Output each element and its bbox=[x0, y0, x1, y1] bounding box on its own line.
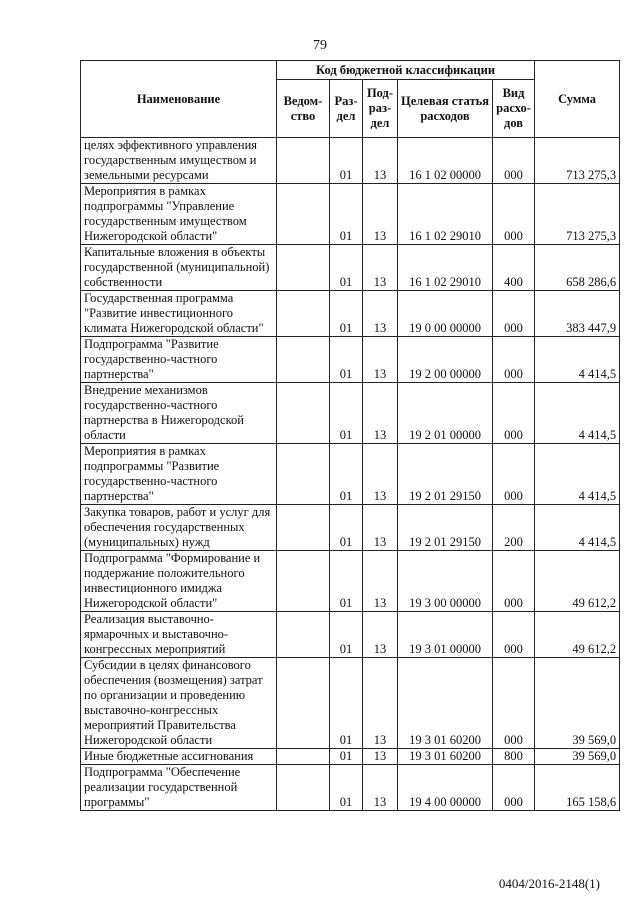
row-razdel-cell: 01 bbox=[330, 184, 363, 245]
row-target-cell: 19 2 01 29150 bbox=[398, 505, 493, 551]
row-name-cell: целях эффективного управления государственным имуществом и земельными ресурсами bbox=[81, 138, 277, 184]
row-razdel-cell: 01 bbox=[330, 444, 363, 505]
row-podrazdel-cell: 13 bbox=[363, 658, 398, 749]
row-razdel-cell: 01 bbox=[330, 658, 363, 749]
row-expense-type-cell: 000 bbox=[493, 444, 535, 505]
row-podrazdel-cell: 13 bbox=[363, 245, 398, 291]
row-sum-cell: 4 414,5 bbox=[535, 383, 620, 444]
row-sum-cell: 4 414,5 bbox=[535, 337, 620, 383]
row-sum-cell: 713 275,3 bbox=[535, 138, 620, 184]
row-sum-cell: 4 414,5 bbox=[535, 505, 620, 551]
row-expense-type-cell: 000 bbox=[493, 765, 535, 811]
table-row bbox=[81, 383, 620, 444]
row-podrazdel-cell: 13 bbox=[363, 383, 398, 444]
row-razdel-cell: 01 bbox=[330, 749, 363, 765]
row-vedomstvo-blank-cell bbox=[277, 138, 330, 184]
row-expense-type-cell: 200 bbox=[493, 505, 535, 551]
row-vedomstvo-blank-cell bbox=[277, 765, 330, 811]
row-podrazdel-cell: 13 bbox=[363, 184, 398, 245]
row-sum-cell: 39 569,0 bbox=[535, 749, 620, 765]
table-row bbox=[81, 337, 620, 383]
row-expense-type-cell: 000 bbox=[493, 138, 535, 184]
row-vedomstvo-blank-cell bbox=[277, 551, 330, 612]
table-row bbox=[81, 551, 620, 612]
row-name-cell: Закупка товаров, работ и услуг для обеспечения государственных (муниципальных) нужд bbox=[81, 505, 277, 551]
row-razdel-cell: 01 bbox=[330, 245, 363, 291]
row-expense-type-cell: 800 bbox=[493, 749, 535, 765]
table-row bbox=[81, 245, 620, 291]
row-vedomstvo-blank-cell bbox=[277, 612, 330, 658]
row-expense-type-cell: 000 bbox=[493, 184, 535, 245]
row-razdel-cell: 01 bbox=[330, 765, 363, 811]
row-podrazdel-cell: 13 bbox=[363, 551, 398, 612]
row-podrazdel-cell: 13 bbox=[363, 505, 398, 551]
row-sum-cell: 713 275,3 bbox=[535, 184, 620, 245]
row-name-cell: Мероприятия в рамках подпрограммы "Развитие государственно-частного партнерства" bbox=[81, 444, 277, 505]
row-vedomstvo-blank-cell bbox=[277, 444, 330, 505]
row-name-cell: Иные бюджетные ассигнования bbox=[81, 749, 277, 765]
row-name-cell: Подпрограмма "Формирование и поддержание положительного инвестиционного имиджа Нижегородской области" bbox=[81, 551, 277, 612]
table-row bbox=[81, 749, 620, 765]
row-vedomstvo-blank-cell bbox=[277, 245, 330, 291]
header-classification-group: Код бюджетной классификации bbox=[277, 61, 535, 80]
row-target-cell: 19 0 00 00000 bbox=[398, 291, 493, 337]
table-row bbox=[81, 505, 620, 551]
row-target-cell: 19 2 00 00000 bbox=[398, 337, 493, 383]
row-vedomstvo-blank-cell bbox=[277, 658, 330, 749]
row-sum-cell: 4 414,5 bbox=[535, 444, 620, 505]
row-razdel-cell: 01 bbox=[330, 383, 363, 444]
row-name-cell: Подпрограмма "Развитие государственно-частного партнерства" bbox=[81, 337, 277, 383]
row-expense-type-cell: 000 bbox=[493, 383, 535, 444]
row-vedomstvo-blank-cell bbox=[277, 337, 330, 383]
budget-table bbox=[80, 60, 620, 811]
row-target-cell: 19 2 01 00000 bbox=[398, 383, 493, 444]
row-expense-type-cell: 000 bbox=[493, 551, 535, 612]
row-podrazdel-cell: 13 bbox=[363, 138, 398, 184]
row-target-cell: 19 4 00 00000 bbox=[398, 765, 493, 811]
row-vedomstvo-blank-cell bbox=[277, 291, 330, 337]
row-target-cell: 19 3 01 00000 bbox=[398, 612, 493, 658]
row-expense-type-cell: 000 bbox=[493, 291, 535, 337]
row-expense-type-cell: 400 bbox=[493, 245, 535, 291]
table-row bbox=[81, 138, 620, 184]
row-name-cell: Подпрограмма "Обеспечение реализации государственной программы" bbox=[81, 765, 277, 811]
document-code: 0404/2016-2148(1) bbox=[498, 876, 600, 891]
row-vedomstvo-blank-cell bbox=[277, 184, 330, 245]
row-target-cell: 16 1 02 29010 bbox=[398, 245, 493, 291]
row-podrazdel-cell: 13 bbox=[363, 444, 398, 505]
row-razdel-cell: 01 bbox=[330, 337, 363, 383]
row-name-cell: Мероприятия в рамках подпрограммы "Управление государственным имуществом Нижегородской области" bbox=[81, 184, 277, 245]
row-target-cell: 19 3 01 60200 bbox=[398, 658, 493, 749]
row-podrazdel-cell: 13 bbox=[363, 612, 398, 658]
row-sum-cell: 49 612,2 bbox=[535, 612, 620, 658]
row-razdel-cell: 01 bbox=[330, 551, 363, 612]
row-podrazdel-cell: 13 bbox=[363, 749, 398, 765]
header-vedomstvo: Ведом-ство bbox=[277, 80, 330, 138]
row-target-cell: 19 3 01 60200 bbox=[398, 749, 493, 765]
row-sum-cell: 39 569,0 bbox=[535, 658, 620, 749]
row-sum-cell: 658 286,6 bbox=[535, 245, 620, 291]
row-razdel-cell: 01 bbox=[330, 138, 363, 184]
row-podrazdel-cell: 13 bbox=[363, 765, 398, 811]
header-target-article: Целевая статья расходов bbox=[398, 80, 493, 138]
row-name-cell: Внедрение механизмов государственно-частного партнерства в Нижегородской области bbox=[81, 383, 277, 444]
table-row bbox=[81, 291, 620, 337]
row-vedomstvo-blank-cell bbox=[277, 505, 330, 551]
row-vedomstvo-blank-cell bbox=[277, 383, 330, 444]
table-body bbox=[81, 138, 620, 811]
page-number: 79 bbox=[313, 38, 327, 53]
row-sum-cell: 165 158,6 bbox=[535, 765, 620, 811]
row-razdel-cell: 01 bbox=[330, 291, 363, 337]
row-sum-cell: 383 447,9 bbox=[535, 291, 620, 337]
row-name-cell: Капитальные вложения в объекты государственной (муниципальной) собственности bbox=[81, 245, 277, 291]
row-name-cell: Государственная программа "Развитие инвестиционного климата Нижегородской области" bbox=[81, 291, 277, 337]
row-podrazdel-cell: 13 bbox=[363, 337, 398, 383]
table-row bbox=[81, 612, 620, 658]
table-row bbox=[81, 658, 620, 749]
row-expense-type-cell: 000 bbox=[493, 612, 535, 658]
header-name: Наименование bbox=[81, 61, 277, 138]
row-expense-type-cell: 000 bbox=[493, 658, 535, 749]
header-sum: Сумма bbox=[535, 61, 620, 138]
row-target-cell: 16 1 02 00000 bbox=[398, 138, 493, 184]
row-target-cell: 16 1 02 29010 bbox=[398, 184, 493, 245]
row-vedomstvo-blank-cell bbox=[277, 749, 330, 765]
row-name-cell: Реализация выставочно-ярмарочных и выставочно-конгрессных мероприятий bbox=[81, 612, 277, 658]
table-row bbox=[81, 765, 620, 811]
row-target-cell: 19 2 01 29150 bbox=[398, 444, 493, 505]
header-expense-type: Вид расхо-дов bbox=[493, 80, 535, 138]
row-razdel-cell: 01 bbox=[330, 505, 363, 551]
row-target-cell: 19 3 00 00000 bbox=[398, 551, 493, 612]
table-header bbox=[81, 61, 620, 138]
row-podrazdel-cell: 13 bbox=[363, 291, 398, 337]
header-razdel: Раз-дел bbox=[330, 80, 363, 138]
header-podrazdel: Под-раз-дел bbox=[363, 80, 398, 138]
row-sum-cell: 49 612,2 bbox=[535, 551, 620, 612]
row-razdel-cell: 01 bbox=[330, 612, 363, 658]
table-row bbox=[81, 444, 620, 505]
row-expense-type-cell: 000 bbox=[493, 337, 535, 383]
row-name-cell: Субсидии в целях финансового обеспечения (возмещения) затрат по организации и проведению выставочно-конгрессных мероприятий Правительства Нижегородской области bbox=[81, 658, 277, 749]
table-row bbox=[81, 184, 620, 245]
